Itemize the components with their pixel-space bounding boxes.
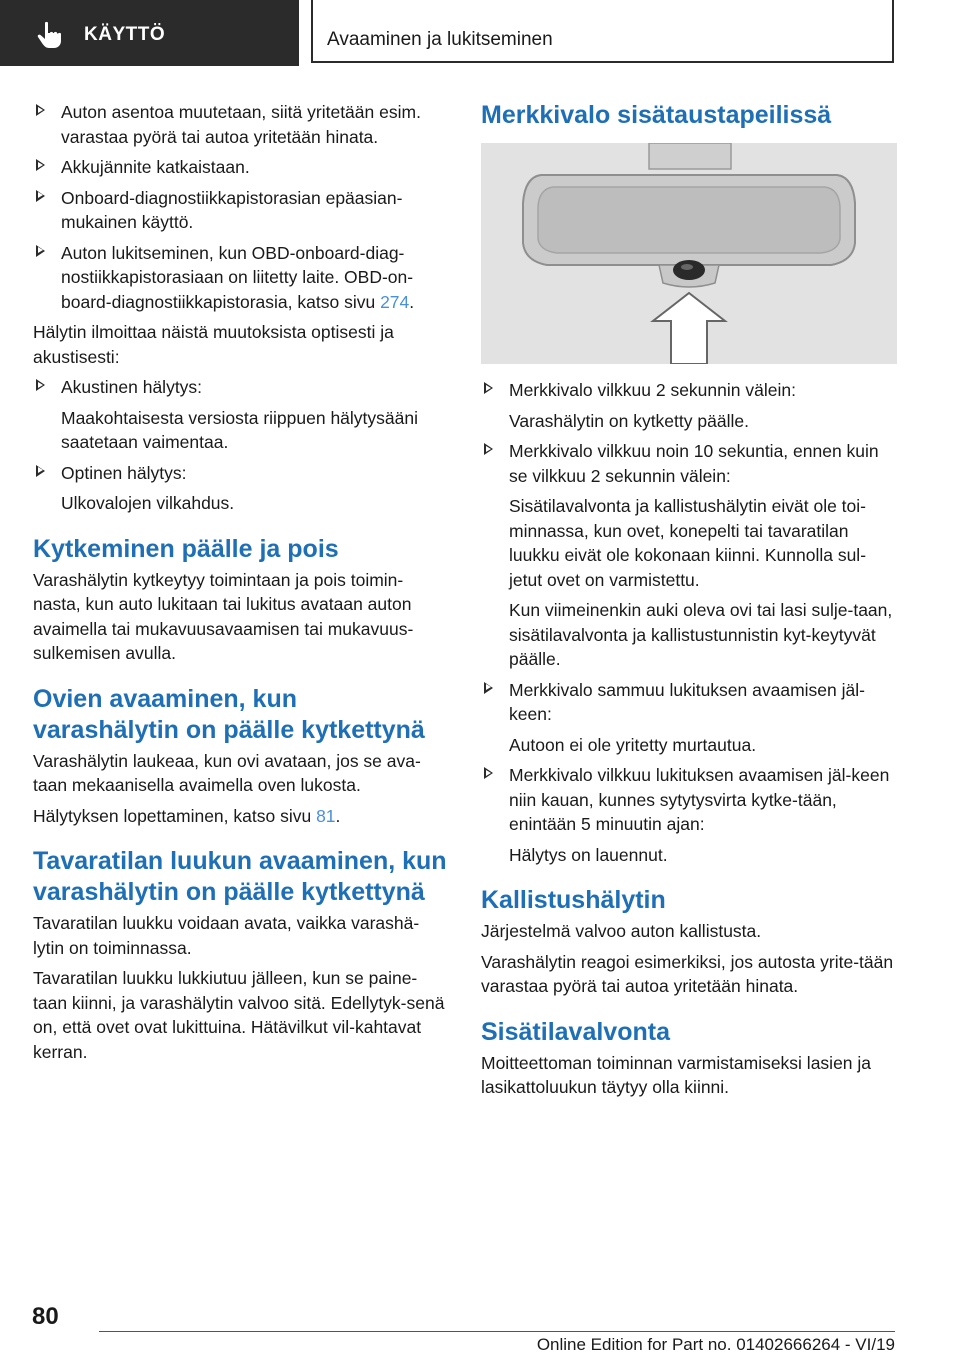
list-item: Akustinen hälytys: (33, 375, 449, 400)
paragraph: Hälytin ilmoittaa näistä muutoksista optisesti ja akustisesti: (33, 322, 394, 367)
triangle-bullet-icon (36, 190, 45, 202)
list-item: Merkkivalo vilkkuu lukituksen avaamisen jäl‐keen niin kauan, kunnes sytytysvirta kytke‐tään, enintään 5 minuutin ajan: (481, 763, 897, 837)
triangle-bullet-icon (484, 682, 493, 694)
triangle-bullet-icon (484, 382, 493, 394)
right-column (481, 100, 897, 1106)
triangle-bullet-icon (484, 767, 493, 779)
left-column (33, 100, 449, 1070)
page-link-274[interactable]: 274 (380, 291, 410, 312)
page-link-81[interactable]: 81 (316, 805, 336, 826)
section-heading: Kallistushälytin (481, 886, 666, 914)
list-item: Auton asentoa muutetaan, siitä yritetään esim. varastaa pyörä tai autoa yritetään hinata. (33, 100, 449, 149)
list-item: Merkkivalo vilkkuu noin 10 sekuntia, ennen kuin se vilkkuu 2 sekunnin välein: (481, 439, 897, 488)
mirror-drawing (481, 143, 897, 364)
list-item-detail: Sisätilavalvonta ja kallistushälytin eivät ole toi‐minnassa, kun ovet, konepelti tai tavaratilan luukku eivät ole kokonaan kiinni. Kunnolla sul‐jetut ovet on varmistettu. (509, 496, 867, 590)
list-item-detail: Autoon ei ole yritetty murtautua. (509, 734, 757, 755)
list-item: Merkkivalo vilkkuu 2 sekunnin välein: (481, 378, 897, 403)
list-item-detail: Hälytys on lauennut. (509, 844, 668, 865)
paragraph: Varashälytin kytkeytyy toimintaan ja pois toimin‐nasta, kun auto lukitaan tai lukitus avataan auton avaimella tai mukavuusavaamisen tai mukavuus‐sulkemisen avulla. (33, 569, 414, 663)
paragraph: Hälytyksen lopettaminen, katso sivu 81. (33, 805, 341, 826)
list-item: Optinen hälytys: (33, 461, 449, 486)
paragraph: Tavaratilan luukku voidaan avata, vaikka varashä‐lytin on toiminnassa. (33, 913, 420, 958)
paragraph: Moitteettoman toiminnan varmistamiseksi lasien ja lasikattoluukun täytyy olla kiinni. (481, 1052, 872, 1097)
section-heading: Sisätilavalvonta (481, 1017, 670, 1046)
section-box (311, 0, 894, 63)
section-title: Avaaminen ja lukitseminen (327, 29, 553, 50)
triangle-bullet-icon (36, 104, 45, 116)
footer-divider (99, 1331, 895, 1332)
paragraph: Tavaratilan luukku lukkiutuu jälleen, kun se paine‐taan kiinni, ja varashälytin valvoo sitä. Edellytyk‐senä on, että ovet ovat lukittuina. Hätävilkut vil‐kahtavat kerran. (33, 968, 445, 1062)
chapter-tab (0, 0, 299, 66)
page-number: 80 (32, 1303, 59, 1330)
list-item-detail: Kun viimeinenkin auki oleva ovi tai lasi sulje‐taan, sisätilavalvonta ja kallistustunnistin kyt‐keytyvät päälle. (509, 600, 893, 669)
page-header (0, 0, 960, 66)
triangle-bullet-icon (36, 465, 45, 477)
section-heading: Tavaratilan luukun avaaminen, kun varashälytin on päälle kytkettynä (33, 847, 447, 906)
hand-pointer-icon (36, 21, 66, 49)
triangle-bullet-icon (36, 245, 45, 257)
section-heading: Merkkivalo sisätaustapeilissä (481, 101, 832, 129)
list-item-detail: Ulkovalojen vilkahdus. (61, 493, 235, 513)
section-heading: Kytkeminen päälle ja pois (33, 534, 339, 563)
list-item-detail: Maakohtaisesta versiosta riippuen hälytysääni saatetaan vaimentaa. (61, 407, 418, 452)
list-item: Onboard-diagnostiikkapistorasian epäasian‐mukainen käyttö. (33, 186, 449, 235)
list-item: Auton lukitseminen, kun OBD-onboard-diag‐nostiikkapistorasiaan on liitetty laite. OBD-on‐board-diagnostiikkapistorasia, katso sivu 274. (33, 241, 449, 315)
triangle-bullet-icon (36, 159, 45, 171)
paragraph: Varashälytin reagoi esimerkiksi, jos autosta yrite‐tään varastaa pyörä tai autoa yritetään hinata. (481, 951, 894, 996)
list-item: Merkkivalo sammuu lukituksen avaamisen jäl‐keen: (481, 678, 897, 727)
list-item-detail: Varashälytin on kytketty päälle. (509, 410, 749, 431)
triangle-bullet-icon (36, 379, 45, 391)
paragraph: Järjestelmä valvoo auton kallistusta. (481, 921, 762, 941)
rearview-mirror-illustration (481, 143, 897, 364)
list-item: Akkujännite katkaistaan. (33, 155, 449, 180)
triangle-bullet-icon (484, 443, 493, 455)
paragraph: Varashälytin laukeaa, kun ovi avataan, jos se ava‐taan mekaanisella avaimella oven lukosta. (33, 750, 421, 795)
chapter-title: KÄYTTÖ (84, 24, 166, 45)
footer-edition: Online Edition for Part no. 01402666264 - VI/19 (536, 1335, 895, 1354)
section-heading: Ovien avaaminen, kun varashälytin on päälle kytkettynä (33, 684, 425, 744)
